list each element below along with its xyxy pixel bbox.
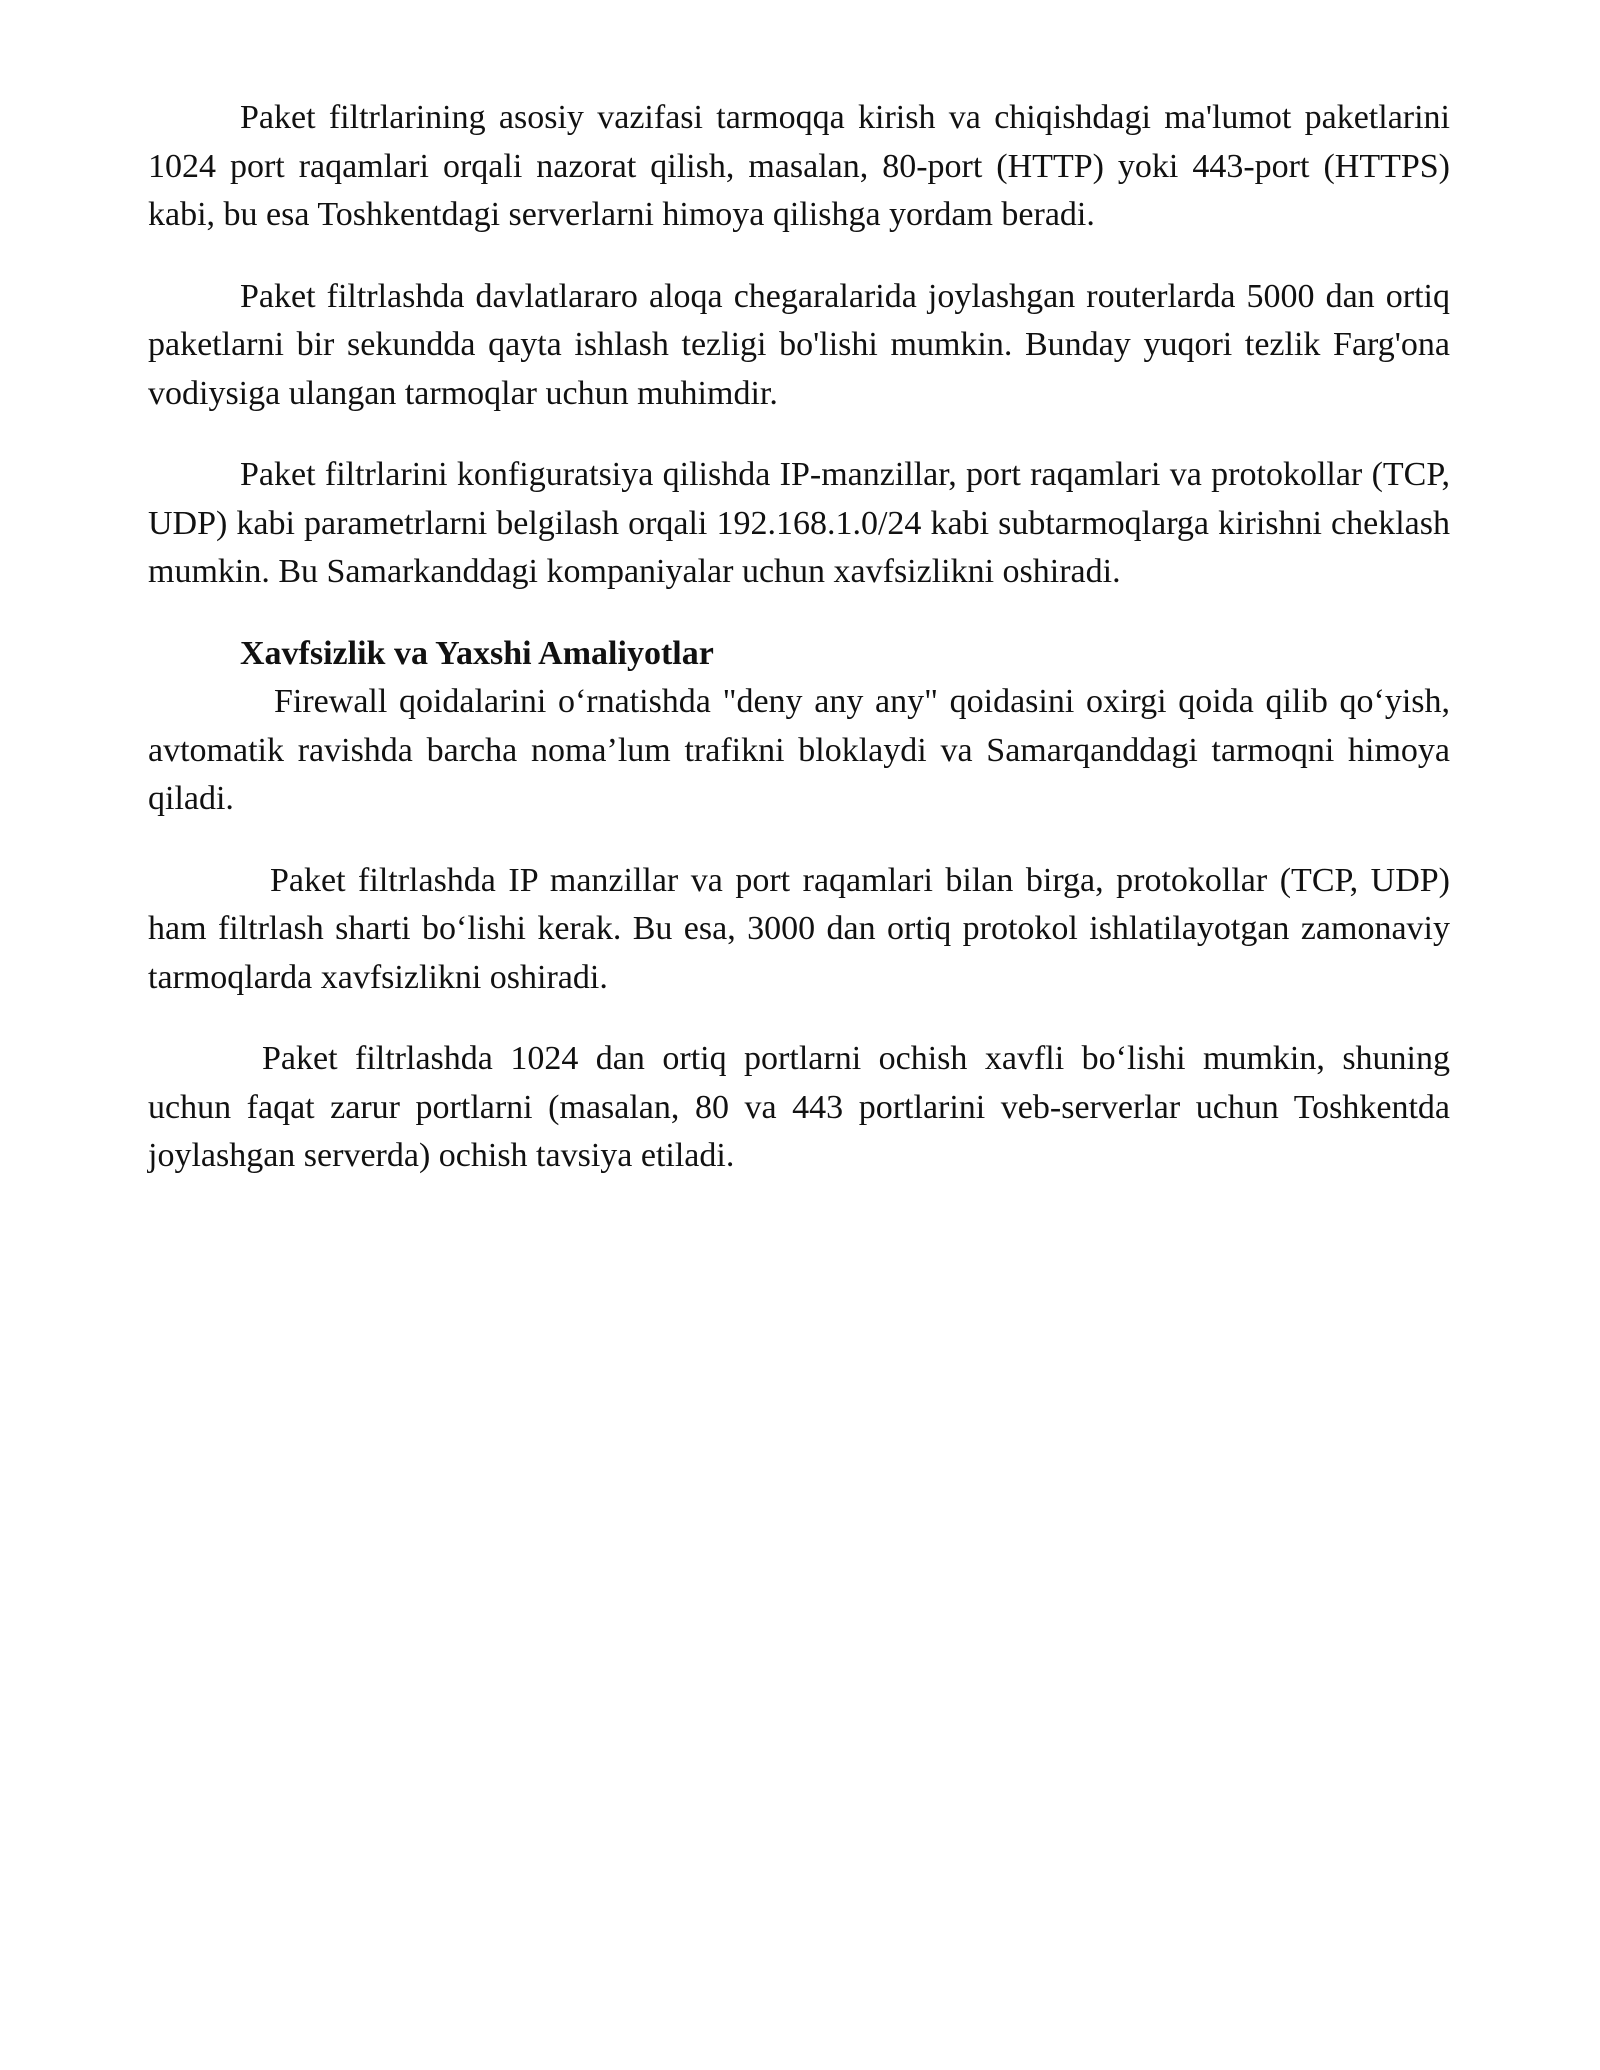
- paragraph-packet-processing-speed: Paket filtrlashda davlatlararo aloqa chegaralarida joylashgan routerlarda 5000 dan ortiq paketlarni bir sekundda qayta ishlash tezligi bo'lishi mumkin. Bunday yuqori tezlik Farg'ona vodiysiga ulangan tarmoqlar uchun muhimdir.: [148, 277, 1450, 412]
- document-body: [148, 94, 1450, 1214]
- section-heading: Xavfsizlik va Yaxshi Amaliyotlar: [240, 634, 714, 672]
- paragraph-deny-any-rule: Firewall qoidalarini o‘rnatishda "deny any any" qoidasini oxirgi qoida qilib qo‘yish, avtomatik ravishda barcha noma’lum trafikni bloklaydi va Samarqanddagi tarmoqni himoya qiladi.: [148, 683, 1450, 817]
- paragraph-protocol-filtering: Paket filtrlashda IP manzillar va port raqamlari bilan birga, protokollar (TCP, UDP) ham filtrlash sharti bo‘lishi kerak. Bu esa, 3000 dan ortiq protokol ishlatilayotgan zamonaviy tarmoqlarda xavfsizlikni oshiradi.: [148, 861, 1450, 996]
- paragraph-filter-configuration: Paket filtrlarini konfiguratsiya qilishda IP-manzillar, port raqamlari va protokollar (TCP, UDP) kabi parametrlarni belgilash orqali 192.168.1.0/24 kabi subtarmoqlarga kirishni cheklash mumkin. Bu Samarkanddagi kompaniyalar uchun xavfsizlikni oshiradi.: [148, 456, 1450, 590]
- paragraph-packet-filter-purpose: Paket filtrlarining asosiy vazifasi tarmoqqa kirish va chiqishdagi ma'lumot paketlarini 1024 port raqamlari orqali nazorat qilish, masalan, 80-port (HTTP) yoki 443-port (HTTPS) kabi, bu esa Toshkentdagi serverlarni himoya qilishga yordam beradi.: [148, 99, 1450, 233]
- paragraph-open-ports-advice: Paket filtrlashda 1024 dan ortiq portlarni ochish xavfli bo‘lishi mumkin, shuning uchun faqat zarur portlarni (masalan, 80 va 443 portlarini veb-serverlar uchun Toshkentda joylashgan serverda) ochish tavsiya etiladi.: [148, 1040, 1450, 1174]
